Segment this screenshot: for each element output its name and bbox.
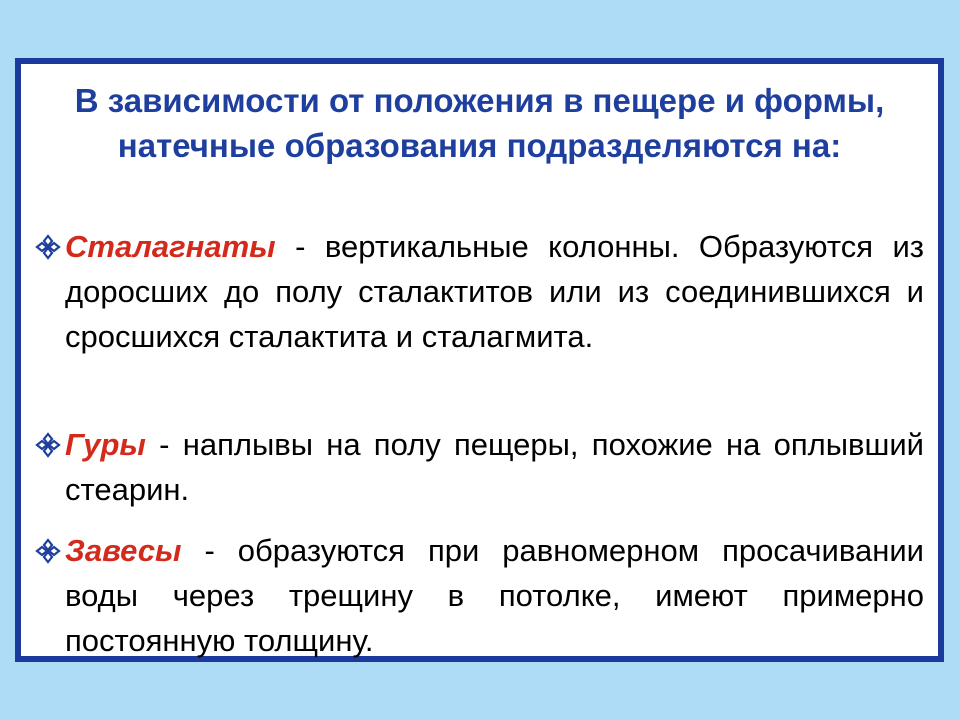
term-label: Гуры [65,427,146,462]
diamond-flower-bullet-icon [35,422,65,467]
slide-title: В зависимости от положения в пещере и формы, натечные образования подразделяются на: [74,82,885,164]
term-label: Сталагнаты [65,229,276,264]
list-item-stalagnaty [35,224,924,359]
slide-frame [15,58,944,662]
item-description: - вертикальные колонны. Образуются из доросших до полу сталактитов или из соединившихся и сросшихся сталактита и сталагмита. [65,229,924,354]
list-item-gury [35,422,924,512]
list-item-zavesy [35,528,924,663]
item-description: - образуются при равномерном просачивании воды через трещину в потолке, имеют примерно постоянную толщину. [65,533,924,658]
diamond-flower-bullet-icon [35,224,65,269]
item-description: - наплывы на полу пещеры, похожие на оплывший стеарин. [65,427,924,507]
diamond-flower-bullet-icon [35,528,65,573]
term-label: Завесы [65,533,182,568]
